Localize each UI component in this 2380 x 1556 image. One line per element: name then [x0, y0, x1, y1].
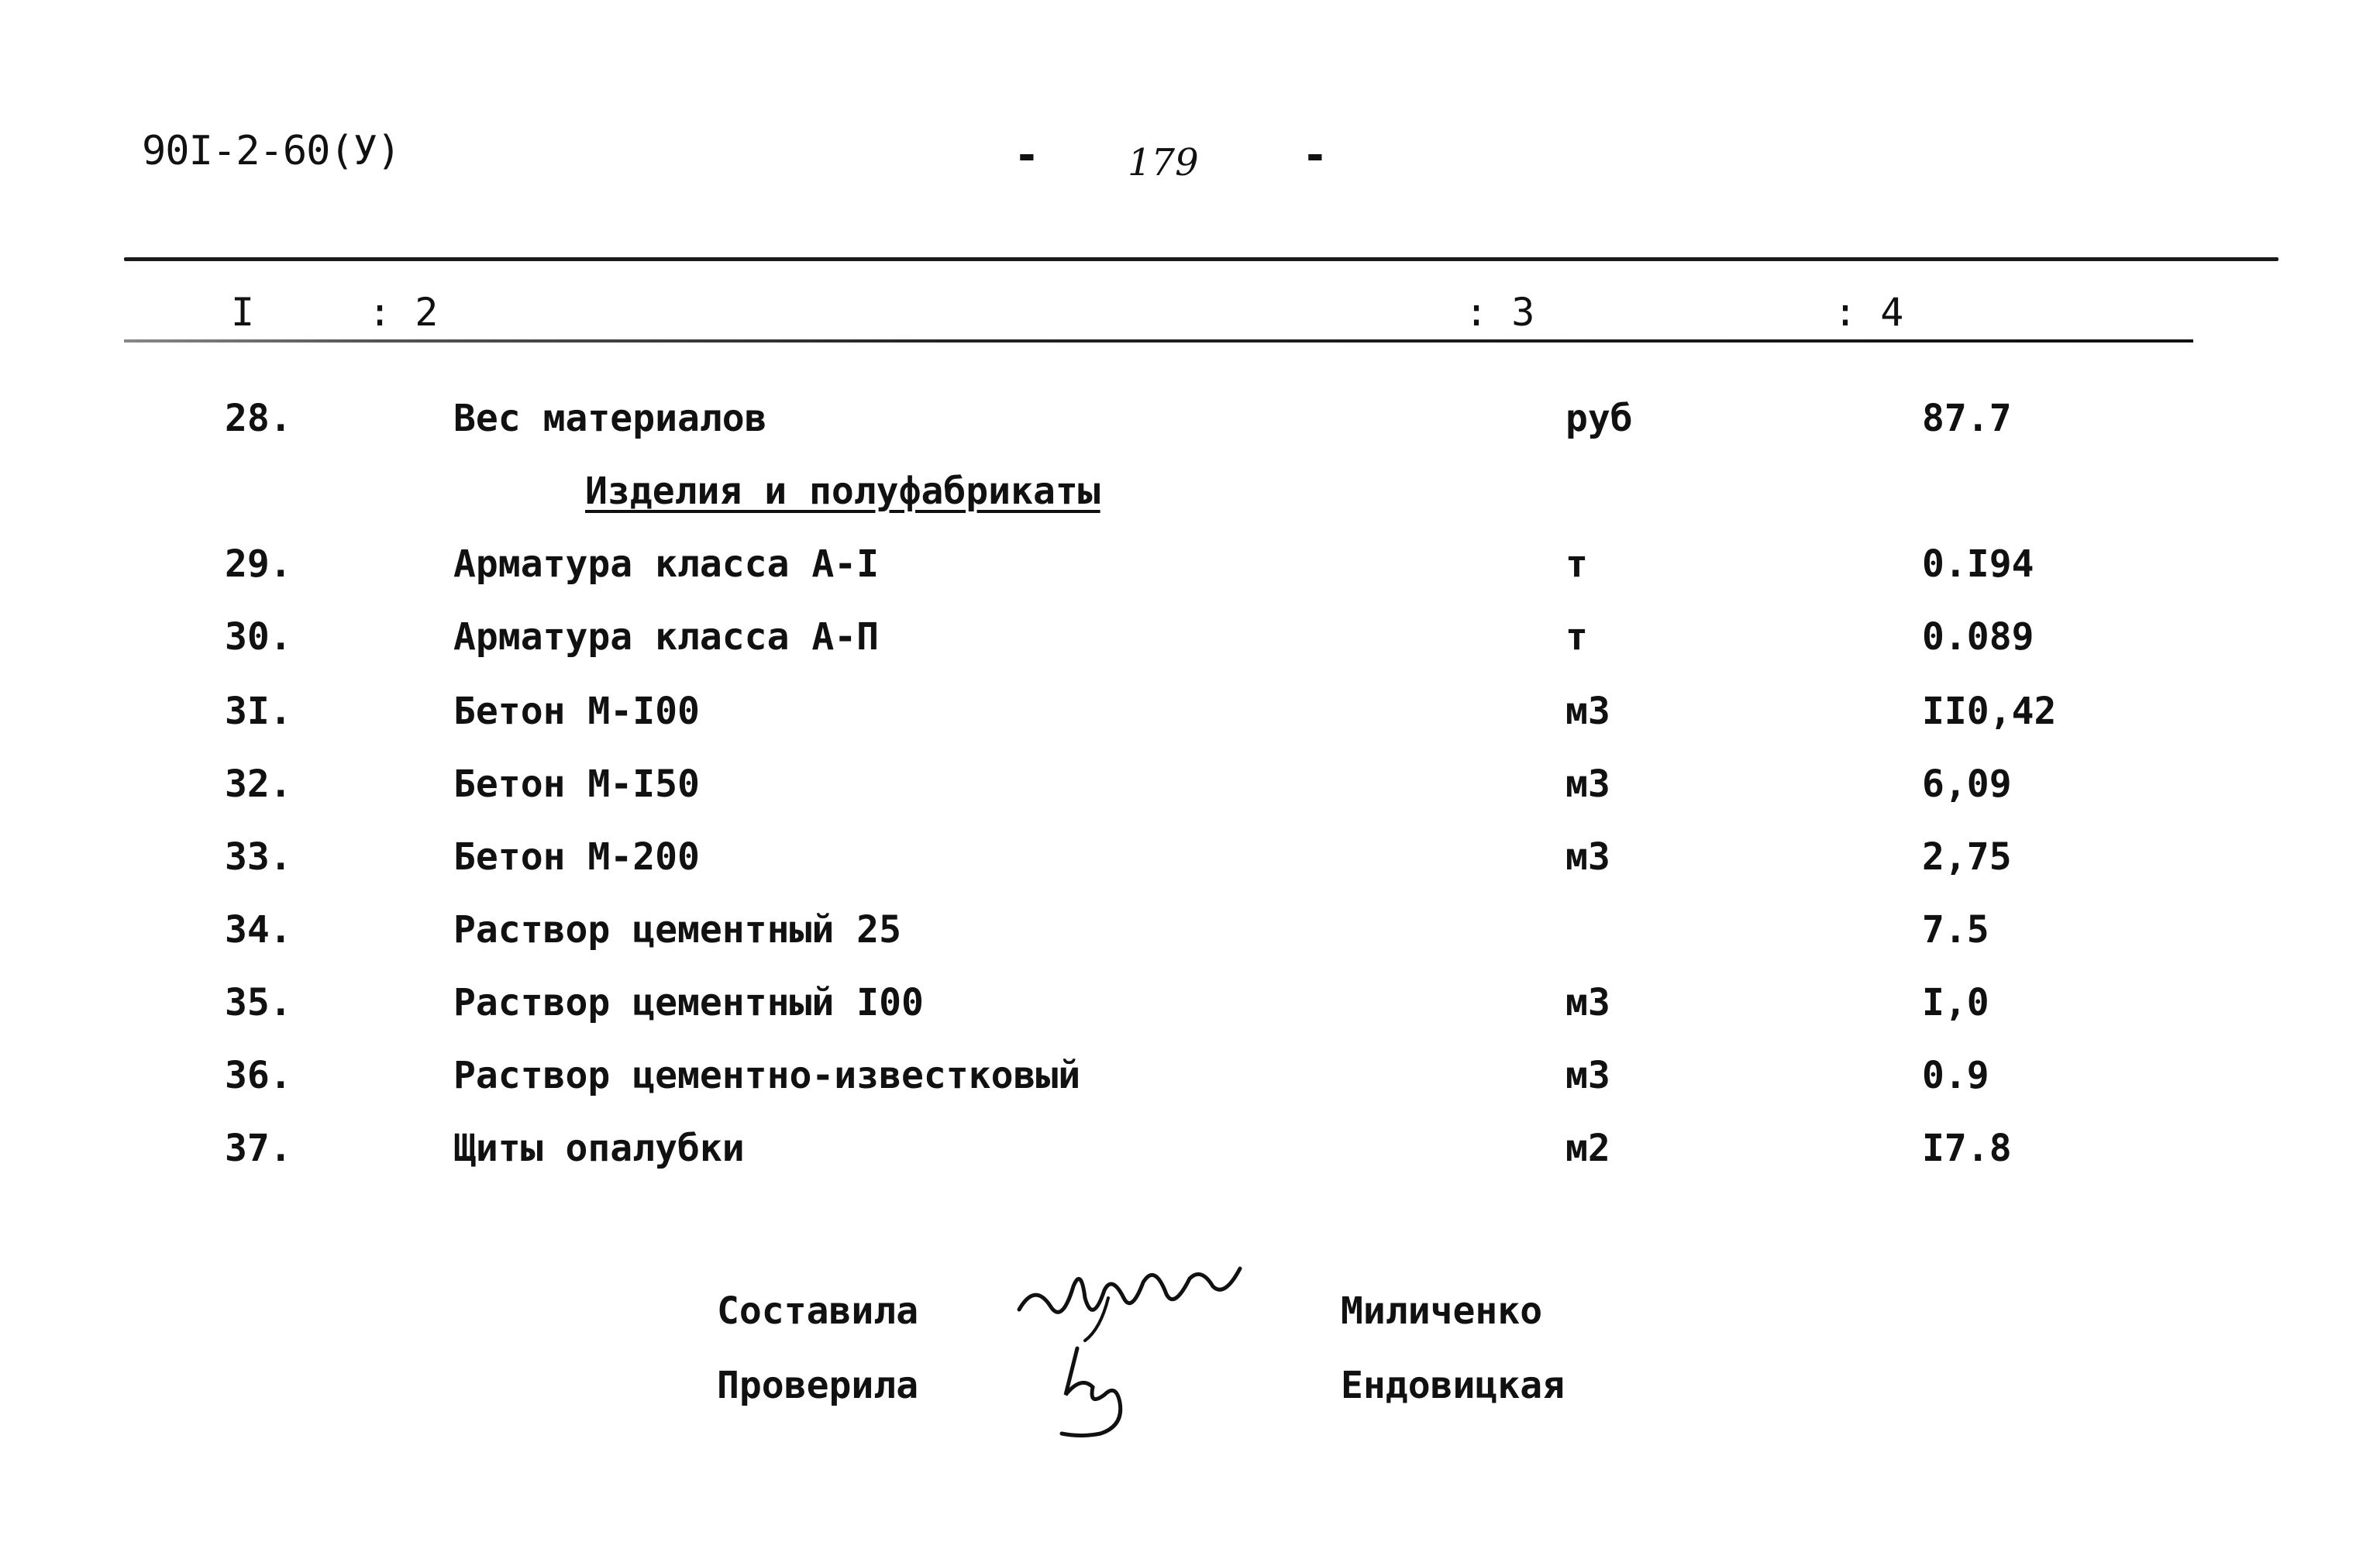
- top-rule: [124, 257, 2278, 261]
- row-value: II0,42: [1922, 690, 2057, 733]
- checked-by-label: Проверила: [717, 1364, 919, 1407]
- row-number: 32.: [225, 763, 292, 806]
- column-header-3: : 3: [1465, 290, 1535, 335]
- table-row: [0, 690, 2380, 752]
- row-name: Вес материалов: [453, 397, 767, 440]
- row-unit: м3: [1565, 690, 1610, 733]
- row-name: Арматура класса А-П: [453, 615, 880, 659]
- checked-by-name: Ендовицкая: [1341, 1364, 1565, 1407]
- row-number: 34.: [225, 908, 292, 952]
- row-number: 35.: [225, 981, 292, 1024]
- row-value: 0.089: [1922, 615, 2034, 659]
- row-number: 33.: [225, 835, 292, 879]
- row-number: 29.: [225, 542, 292, 586]
- row-number: 37.: [225, 1127, 292, 1170]
- document-code: 90I-2-60(У): [142, 128, 401, 174]
- row-name: Бетон М-I00: [453, 690, 700, 733]
- row-name: Раствор цементный 25: [453, 908, 901, 952]
- column-header-2: : 2: [368, 290, 439, 335]
- table-row: [0, 763, 2380, 824]
- header-rule: [124, 339, 2193, 343]
- row-unit: м3: [1565, 1054, 1610, 1097]
- table-row: [0, 981, 2380, 1043]
- row-unit: т: [1565, 615, 1588, 659]
- row-name: Арматура класса А-I: [453, 542, 880, 586]
- table-row: [0, 615, 2380, 677]
- row-unit: м3: [1565, 835, 1610, 879]
- section-title: Изделия и полуфабрикаты: [585, 470, 1100, 513]
- row-unit: руб: [1565, 397, 1633, 440]
- row-number: 36.: [225, 1054, 292, 1097]
- row-name: Бетон М-200: [453, 835, 700, 879]
- row-value: 0.9: [1922, 1054, 1989, 1097]
- row-value: 6,09: [1922, 763, 2012, 806]
- row-value: I,0: [1922, 981, 1989, 1024]
- row-value: 2,75: [1922, 835, 2012, 879]
- table-row: [0, 908, 2380, 970]
- table-row: [0, 397, 2380, 459]
- row-value: 7.5: [1922, 908, 1989, 952]
- page-dash-right: -: [1302, 130, 1328, 181]
- column-header-1: I: [231, 290, 255, 335]
- row-unit: т: [1565, 542, 1588, 586]
- row-name: Бетон М-I50: [453, 763, 700, 806]
- row-name: Раствор цементно-известковый: [453, 1054, 1081, 1097]
- row-number: 28.: [225, 397, 292, 440]
- row-value: 87.7: [1922, 397, 2012, 440]
- row-value: 0.I94: [1922, 542, 2034, 586]
- compiled-by-name: Миличенко: [1341, 1289, 1543, 1333]
- table-row: [0, 1054, 2380, 1116]
- row-number: 30.: [225, 615, 292, 659]
- row-number: 3I.: [225, 690, 292, 733]
- signature-checked-icon: [1046, 1333, 1155, 1441]
- signature-compiled-icon: [1007, 1251, 1255, 1344]
- row-unit: м3: [1565, 763, 1610, 806]
- row-name: Щиты опалубки: [453, 1127, 745, 1170]
- page-number: 179: [1128, 141, 1199, 184]
- row-name: Раствор цементный I00: [453, 981, 924, 1024]
- table-row: [0, 1127, 2380, 1189]
- column-header-4: : 4: [1834, 290, 1904, 335]
- row-value: I7.8: [1922, 1127, 2012, 1170]
- compiled-by-label: Составила: [717, 1289, 919, 1333]
- row-unit: м3: [1565, 981, 1610, 1024]
- table-row: [0, 835, 2380, 897]
- page-dash-left: -: [1014, 130, 1040, 181]
- table-row: [0, 542, 2380, 604]
- row-unit: м2: [1565, 1127, 1610, 1170]
